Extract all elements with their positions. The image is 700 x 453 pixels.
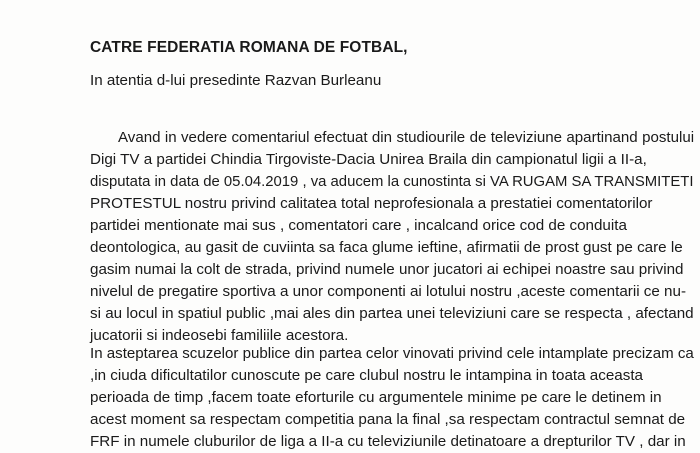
paragraph-line: si au locul in spatiul public ,mai ales din partea unei televiziuni care se respecta , afectand bbox=[90, 305, 694, 322]
paragraph-line: PROTESTUL nostru privind calitatea total neprofesionala a prestatiei comentatorilor bbox=[90, 195, 653, 212]
paragraph-line: nivelul de pregatire sportiva a unor componenti ai lotului nostru ,aceste comentarii ce nu- bbox=[90, 283, 687, 300]
paragraph-line: jucatorii si indeosebi familiile acestora. bbox=[90, 327, 349, 344]
letter-attention-line: In atentia d-lui presedinte Razvan Burleanu bbox=[90, 72, 382, 89]
paragraph-line: gasim numai la colt de strada, privind numele unor jucatori ai echipei noastre sau privind bbox=[90, 261, 684, 278]
paragraph-line: disputata in data de 05.04.2019 , va aducem la cunostinta si VA RUGAM SA TRANSMITETI bbox=[90, 173, 694, 190]
paragraph-line: perioada de timp ,facem toate eforturile cu argumentele minime pe care le detinem in bbox=[90, 389, 662, 406]
paragraph-line: Digi TV a partidei Chindia Tirgoviste-Dacia Unirea Braila din campionatul ligii a II-a, bbox=[90, 151, 647, 168]
paragraph-line: FRF in numele cluburilor de liga a II-a cu televiziunile detinatoare a drepturilor TV , dar in bbox=[90, 433, 686, 450]
paragraph-line: partidei mentionate mai sus , comentatori care , incalcand orice cod de conduita bbox=[90, 217, 627, 234]
paragraph-line: deontologica, au gasit de cuviinta sa faca glume ieftine, afirmatii de prost gust pe care le bbox=[90, 239, 683, 256]
paragraph-line: ,in ciuda dificultatilor cunoscute pe care clubul nostru le intampina in toata aceasta bbox=[90, 367, 643, 384]
paragraph-line: In asteptarea scuzelor publice din partea celor vinovati privind cele intamplate precizam ca bbox=[90, 345, 694, 362]
paragraph-line: Avand in vedere comentariul efectuat din studiourile de televiziune apartinand postului bbox=[118, 129, 695, 146]
letter-addressee-heading: CATRE FEDERATIA ROMANA DE FOTBAL, bbox=[90, 39, 408, 56]
paragraph-line: acest moment sa respectam competitia pana la final ,sa respectam contractul semnat de bbox=[90, 411, 686, 428]
